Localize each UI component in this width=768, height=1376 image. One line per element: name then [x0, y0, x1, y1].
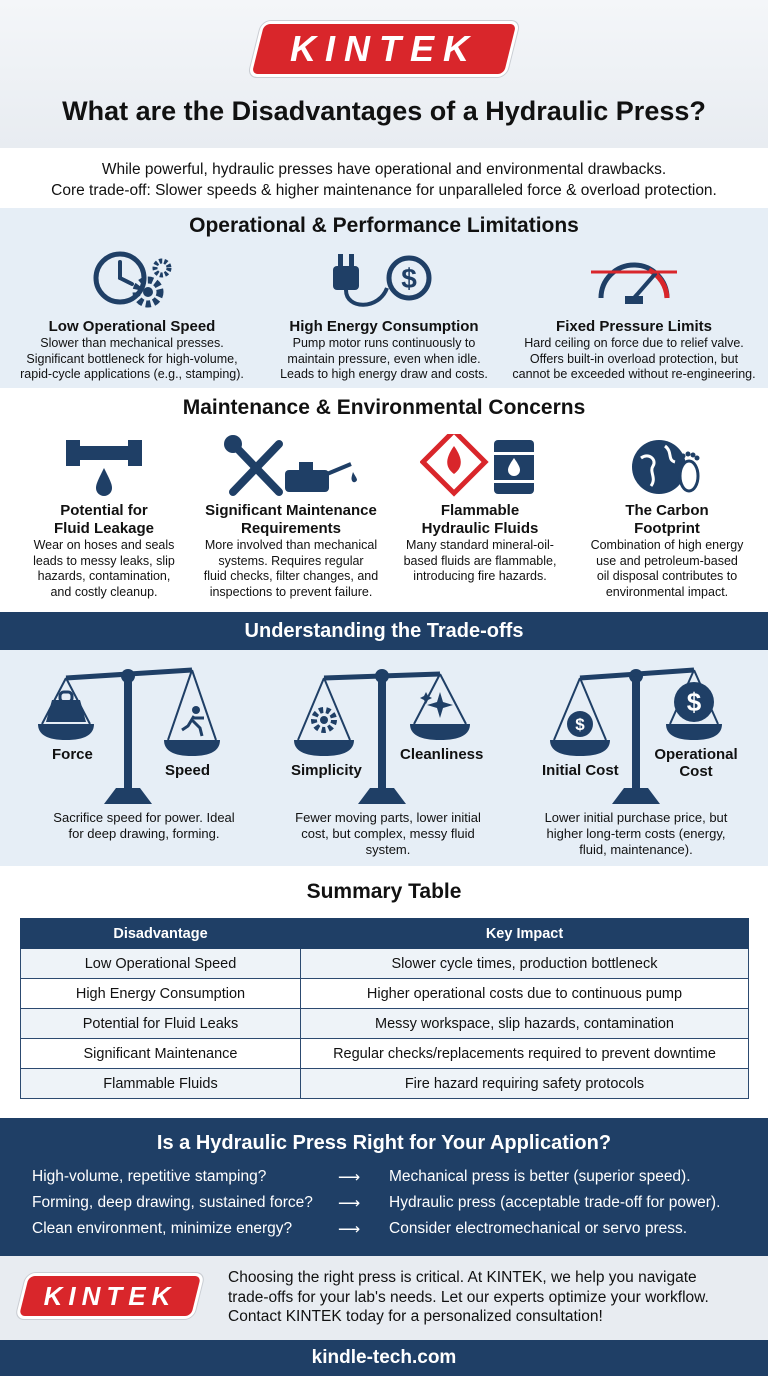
table-cell: Slower cycle times, production bottleneck — [301, 949, 749, 979]
fit-answer: Mechanical press is better (superior speed). — [389, 1168, 691, 1185]
tradeoffs-header — [0, 612, 768, 650]
table-cell: Higher operational costs due to continuous pump — [301, 979, 749, 1009]
item-desc: hazards, contamination, — [37, 569, 171, 583]
intro-line: While powerful, hydraulic presses have operational and environmental drawbacks. — [101, 161, 667, 178]
item-title: Flammable — [440, 502, 520, 519]
footer — [0, 1340, 768, 1376]
tradeoff-desc — [516, 810, 756, 858]
item-desc: introducing fire hazards. — [413, 569, 547, 583]
scale-simplicity-cleanliness-icon — [290, 664, 480, 814]
item-desc: Offers built-in overload protection, but — [529, 351, 739, 366]
concern-maintenance — [196, 434, 386, 600]
limitation-low-speed — [4, 248, 260, 383]
fit-row — [0, 1194, 768, 1218]
item-title: Fluid Leakage — [53, 520, 155, 537]
svg-text:$: $ — [686, 687, 702, 717]
tradeoff-desc-line: Sacrifice speed for power. Ideal — [53, 810, 235, 825]
item-desc: rapid-cycle applications (e.g., stamping). — [20, 367, 244, 381]
arrow-right-icon: ⟶ — [338, 1195, 361, 1212]
arrow-right-icon: ⟶ — [338, 1221, 361, 1238]
tradeoff-desc-line: system. — [365, 842, 411, 857]
item-title: Footprint — [634, 520, 700, 537]
tradeoff-desc — [24, 810, 264, 842]
globe-footprint-icon — [627, 434, 707, 500]
cta-line: Choosing the right press is critical. At KINTEK, we help you navigate — [228, 1269, 697, 1286]
section-title: Operational & Performance Limitations — [189, 214, 579, 237]
cta-line: Contact KINTEK today for a personalized consultation! — [228, 1308, 603, 1325]
scale-cost-icon — [544, 664, 734, 814]
item-desc: Pump motor runs continuously to — [292, 336, 476, 350]
fit-question: Clean environment, minimize energy? — [32, 1220, 293, 1237]
limitation-energy — [258, 248, 510, 383]
item-title: Fixed Pressure Limits — [556, 318, 712, 335]
concern-carbon — [574, 434, 760, 600]
column-header: Disadvantage — [21, 919, 301, 949]
concern-flammable — [392, 434, 568, 585]
item-desc: Leads to high energy draw and costs. — [280, 367, 488, 381]
flame-barrel-icon — [420, 434, 540, 500]
logo-text: KINTEK — [290, 28, 478, 69]
tradeoff-left-label: Simplicity — [291, 762, 362, 779]
item-desc: Slower than mechanical presses. — [40, 336, 224, 350]
item-desc: environmental impact. — [605, 584, 729, 599]
tradeoff-right-label-line: Operational — [654, 746, 738, 763]
item-desc: Significant bottleneck for high-volume, — [26, 351, 238, 366]
table-row — [21, 1069, 749, 1099]
tradeoff-right-label: Cleanliness — [400, 746, 484, 763]
pressure-gauge-icon — [589, 248, 679, 312]
table-cell: Significant Maintenance — [21, 1039, 301, 1069]
item-title: Significant Maintenance — [205, 502, 377, 519]
table-row — [21, 949, 749, 979]
table-cell: Regular checks/replacements required to prevent downtime — [301, 1039, 749, 1069]
tradeoffs-section — [0, 650, 768, 866]
cta-line: trade-offs for your lab's needs. Let our experts optimize your workflow. — [228, 1288, 709, 1306]
item-desc: oil disposal contributes to — [596, 569, 738, 583]
intro-line: Core trade-off: Slower speeds & higher maintenance for unparalleled force & overload protection. — [51, 182, 717, 199]
item-desc: Many standard mineral-oil- — [406, 538, 554, 552]
header — [0, 0, 768, 148]
operational-section — [0, 208, 768, 388]
kintek-logo — [24, 1276, 196, 1316]
table-cell: Flammable Fluids — [21, 1069, 301, 1099]
item-desc: leads to messy leaks, slip — [33, 553, 175, 568]
leaking-pipe-icon — [64, 434, 144, 500]
cta-section — [0, 1256, 768, 1340]
table-cell: Low Operational Speed — [21, 949, 301, 979]
svg-text:$: $ — [401, 263, 417, 294]
summary-section — [0, 866, 768, 1118]
tradeoff-desc-line: cost, but complex, messy fluid — [301, 826, 475, 841]
table-cell: Potential for Fluid Leaks — [21, 1009, 301, 1039]
kintek-logo — [258, 24, 510, 74]
item-desc: Wear on hoses and seals — [33, 538, 175, 552]
item-title: The Carbon — [625, 502, 709, 519]
table-row — [21, 1009, 749, 1039]
item-desc: use and petroleum-based — [596, 553, 738, 568]
section-title: Understanding the Trade-offs — [244, 620, 524, 642]
arrow-right-icon: ⟶ — [338, 1169, 361, 1186]
tradeoff-desc-line: higher long-term costs (energy, — [546, 826, 726, 841]
tools-oilcan-icon — [221, 434, 361, 500]
item-desc: inspections to prevent failure. — [209, 584, 373, 599]
tradeoff-right-label — [650, 746, 742, 780]
scale-force-speed-icon — [36, 664, 226, 814]
section-title: Is a Hydraulic Press Right for Your Application? — [156, 1132, 612, 1154]
table-header-row — [21, 919, 749, 949]
column-header: Key Impact — [301, 919, 749, 949]
fit-question: Forming, deep drawing, sustained force? — [32, 1194, 313, 1211]
table-cell: Messy workspace, slip hazards, contamination — [301, 1009, 749, 1039]
item-desc: systems. Requires regular — [218, 553, 364, 568]
item-desc: maintain pressure, even when idle. — [287, 351, 481, 366]
item-title: High Energy Consumption — [289, 318, 479, 335]
clock-gears-icon — [90, 248, 174, 312]
fit-question: High-volume, repetitive stamping? — [32, 1168, 267, 1185]
item-desc: based fluids are flammable, — [403, 553, 557, 568]
summary-table — [20, 918, 749, 1099]
fit-answer: Hydraulic press (acceptable trade-off for power). — [389, 1194, 721, 1211]
item-title: Hydraulic Fluids — [421, 520, 539, 537]
fit-answer: Consider electromechanical or servo press. — [389, 1220, 688, 1237]
section-title: Maintenance & Environmental Concerns — [182, 396, 586, 419]
item-desc: Combination of high energy — [590, 538, 744, 552]
fit-section — [0, 1118, 768, 1256]
tradeoff-right-label-line: Cost — [679, 763, 713, 780]
item-title: Potential for — [60, 502, 148, 519]
item-desc: Hard ceiling on force due to relief valve. — [524, 336, 744, 350]
logo-text: KINTEK — [43, 1281, 177, 1311]
table-row — [21, 1039, 749, 1069]
item-desc: cannot be exceeded without re-engineering. — [512, 367, 756, 381]
cta-text — [228, 1268, 758, 1327]
tradeoff-desc-line: for deep drawing, forming. — [68, 826, 220, 841]
table-cell: Fire hazard requiring safety protocols — [301, 1069, 749, 1099]
table-cell: High Energy Consumption — [21, 979, 301, 1009]
item-title: Requirements — [240, 520, 342, 537]
fit-row — [0, 1168, 768, 1192]
intro — [0, 148, 768, 208]
website-link[interactable]: kindle-tech.com — [311, 1347, 457, 1368]
item-desc: fluid checks, filter changes, and — [203, 569, 379, 583]
tradeoff-left-label: Force — [52, 746, 93, 763]
limitation-pressure — [504, 248, 764, 383]
tradeoff-right-label: Speed — [165, 762, 211, 779]
item-desc: and costly cleanup. — [50, 584, 158, 599]
maintenance-section — [0, 388, 768, 612]
tradeoff-desc-line: Lower initial purchase price, but — [544, 810, 728, 825]
concern-leakage — [18, 434, 190, 600]
fit-row — [0, 1220, 768, 1244]
section-title: Summary Table — [306, 880, 462, 903]
table-row — [21, 979, 749, 1009]
svg-text:$: $ — [575, 715, 585, 734]
tradeoff-desc-line: Fewer moving parts, lower initial — [295, 810, 481, 825]
tradeoff-left-label: Initial Cost — [542, 762, 619, 779]
page-title: What are the Disadvantages of a Hydraulic Press? — [62, 96, 706, 126]
tradeoff-desc-line: fluid, maintenance). — [579, 842, 693, 857]
plug-dollar-icon — [329, 248, 439, 312]
item-desc: More involved than mechanical — [204, 538, 378, 552]
tradeoff-desc — [268, 810, 508, 858]
item-title: Low Operational Speed — [48, 318, 216, 335]
